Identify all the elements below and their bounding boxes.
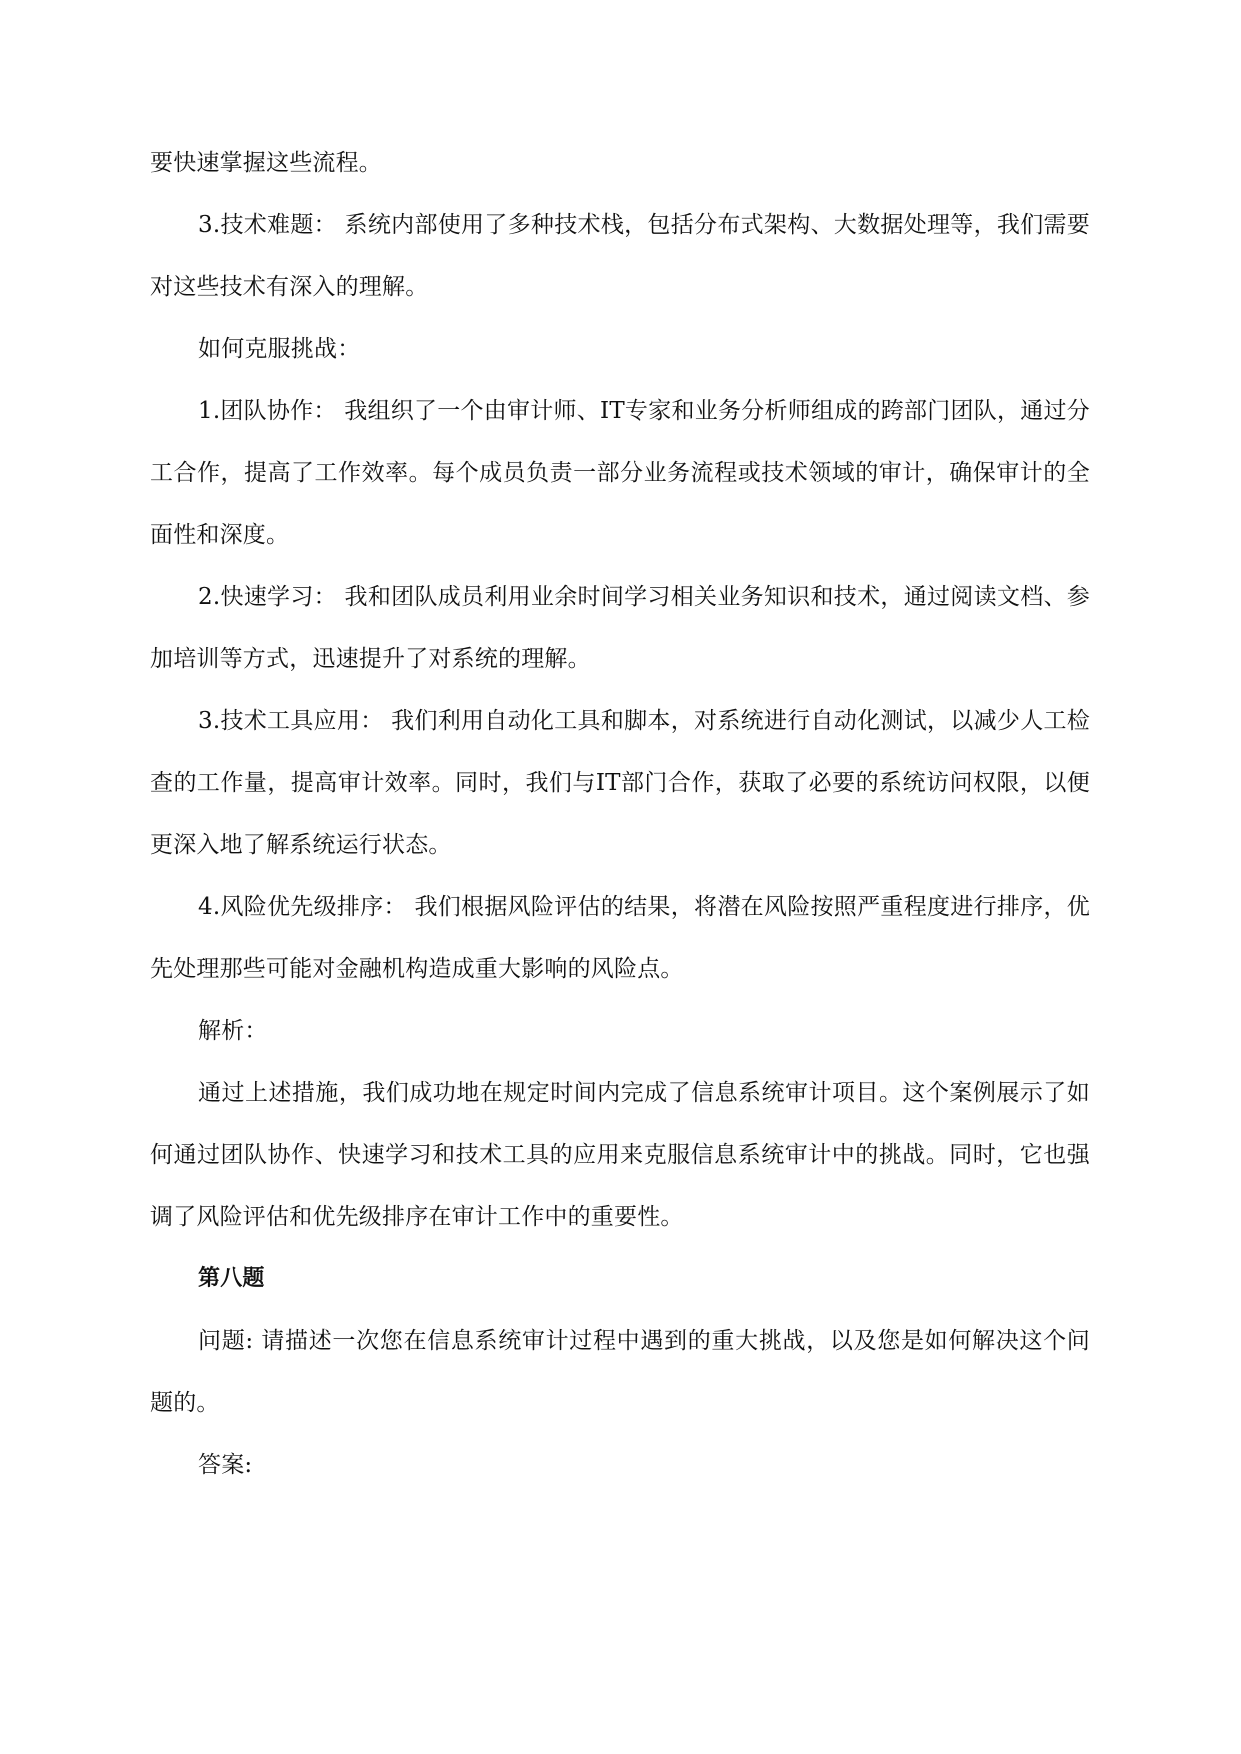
paragraph-question: 问题: 请描述一次您在信息系统审计过程中遇到的重大挑战，以及您是如何解决这个问题的。: [150, 1328, 1090, 1416]
paragraph-how-overcome-heading: 如何克服挑战：: [198, 336, 361, 362]
paragraph-tech-tools: 3.技术工具应用： 我们利用自动化工具和脚本，对系统进行自动化测试，以减少人工检查的工作量，提高审计效率。同时，我们与IT部门合作，获取了必要的系统访问权限，以便更深入地了解系统运行状态。: [150, 708, 1090, 858]
paragraph-team-collaboration: 1.团队协作： 我组织了一个由审计师、IT专家和业务分析师组成的跨部门团队，通过分工合作，提高了工作效率。每个成员负责一部分业务流程或技术领域的审计，确保审计的全面性和深度。: [150, 398, 1090, 548]
paragraph-risk-priority: 4.风险优先级排序： 我们根据风险评估的结果，将潜在风险按照严重程度进行排序，优先处理那些可能对金融机构造成重大影响的风险点。: [150, 894, 1090, 982]
paragraph-answer-label: 答案:: [198, 1452, 253, 1478]
paragraph-analysis-body: 通过上述措施，我们成功地在规定时间内完成了信息系统审计项目。这个案例展示了如何通过团队协作、快速学习和技术工具的应用来克服信息系统审计中的挑战。同时，它也强调了风险评估和优先级排序在审计工作中的重要性。: [150, 1080, 1090, 1230]
paragraph-analysis-heading: 解析：: [198, 1018, 268, 1044]
document-body: [150, 132, 1090, 1496]
section-heading-question-eight: 第八题: [198, 1266, 265, 1291]
paragraph-tech-challenge: 3.技术难题： 系统内部使用了多种技术栈，包括分布式架构、大数据处理等，我们需要对这些技术有深入的理解。: [150, 212, 1090, 300]
paragraph-fast-learning: 2.快速学习： 我和团队成员利用业余时间学习相关业务知识和技术，通过阅读文档、参加培训等方式，迅速提升了对系统的理解。: [150, 584, 1090, 672]
paragraph-continuation: 要快速掌握这些流程。: [150, 150, 382, 176]
